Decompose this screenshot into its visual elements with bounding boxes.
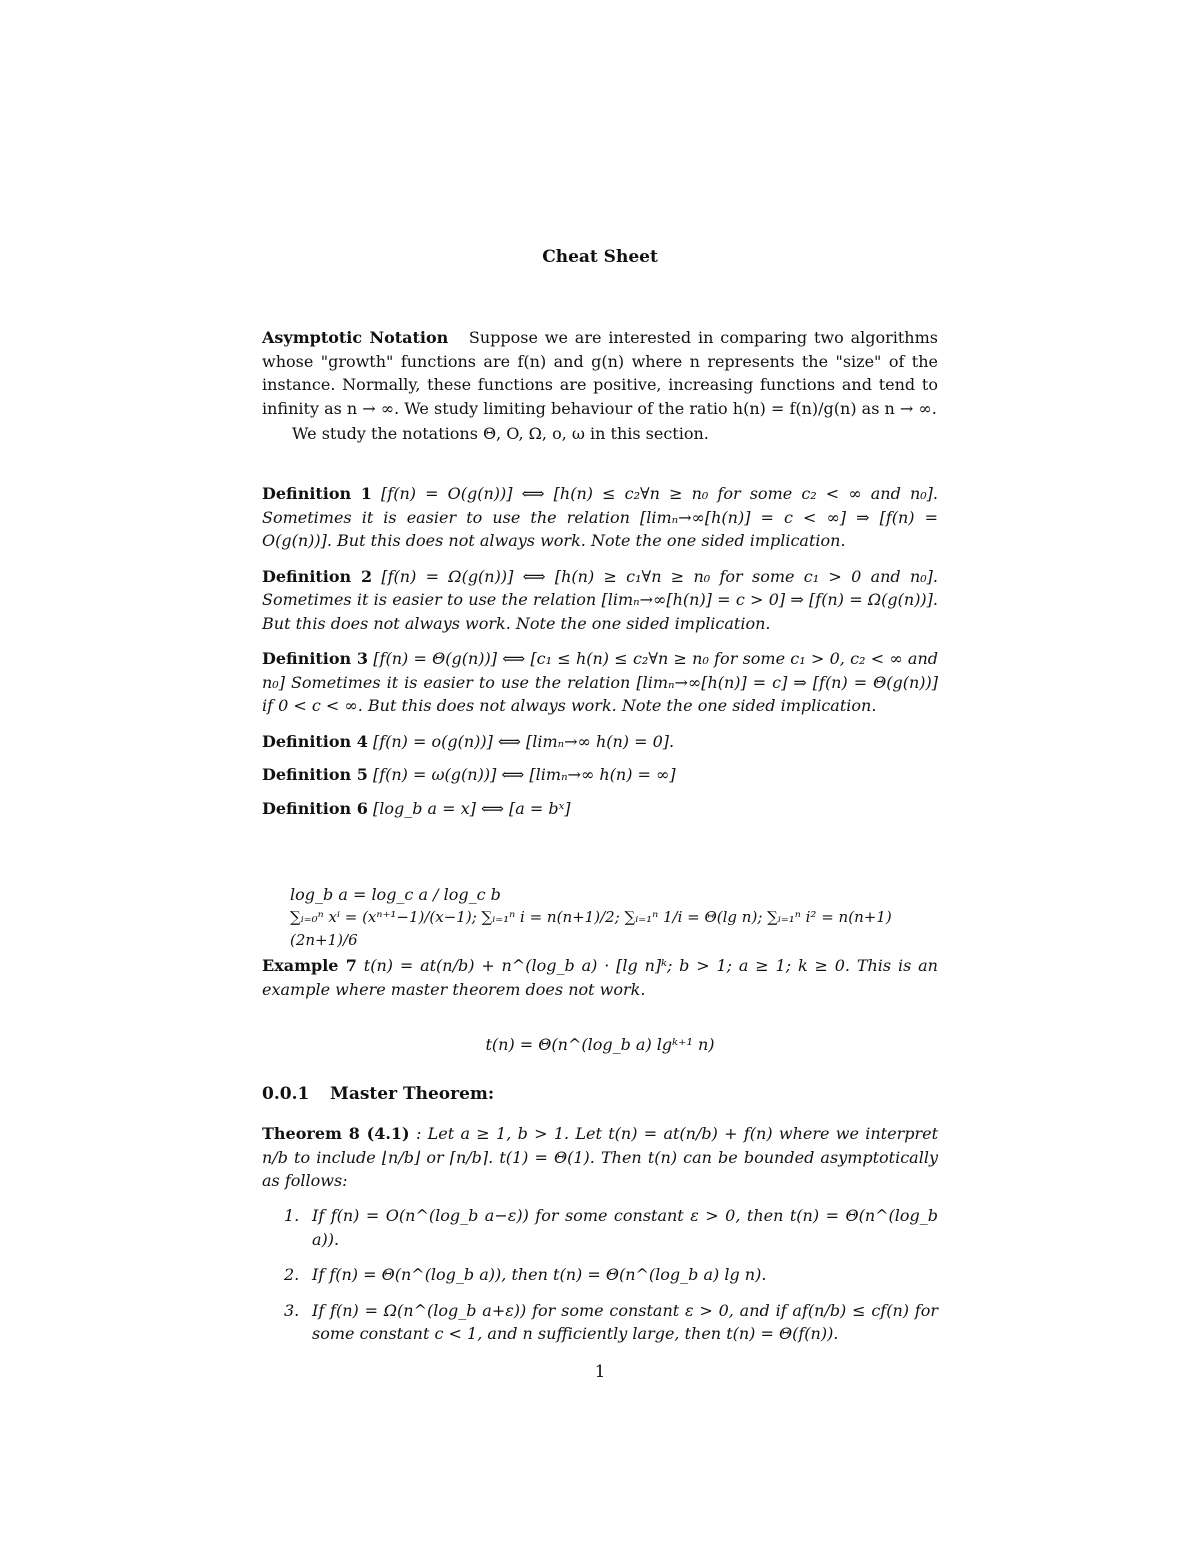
asymptotic-paragraph [262,326,938,420]
case-3-number: 3. [284,1300,300,1320]
example-paragraph [262,954,938,1001]
definition-1-label: Definition 1 [262,484,372,503]
definition-3 [262,647,938,718]
definition-5-text: [f(n) = ω(g(n))] ⟺ [limₙ→∞ h(n) = ∞] [372,765,676,784]
definition-3-label: Definition 3 [262,649,369,668]
section-title: Master Theorem: [330,1084,495,1104]
definition-4 [262,730,938,754]
definition-2-text: [f(n) = Ω(g(n))] ⟺ [h(n) ≥ c₁∀n ≥ n₀ for some c₁ > 0 and n₀]. Sometimes it is easier to use the relation [limₙ→∞[h(n)] = c > 0] ⇒ [f(n) = Ω(g(n))]. But this does not always work. Note the one sided implication. [262,566,939,633]
sum-formulas: ∑ᵢ₌₀ⁿ xⁱ = (xⁿ⁺¹−1)/(x−1); ∑ᵢ₌₁ⁿ i = n(n+1)/2; ∑ᵢ₌₁ⁿ 1/i = Θ(lg n); ∑ᵢ₌₁ⁿ i² = n(n+1)(2n+1)/6 [290,908,892,949]
definition-4-text: [f(n) = o(g(n))] ⟺ [limₙ→∞ h(n) = 0]. [372,731,675,751]
definitions-list [262,482,938,820]
definition-2 [262,565,938,636]
asymptotic-section [262,326,938,446]
theorem-8 [262,1122,938,1193]
asymptotic-heading: Asymptotic Notation [262,328,449,347]
definition-4-label: Definition 4 [262,731,368,751]
theorem-text: : Let a ≥ 1, b > 1. Let t(n) = at(n/b) + f(n) where we interpret n/b to include ⌊n/b⌋ or ⌈n/b⌉. t(1) = Θ(1). Then t(n) can be bounded asymptotically as follows: [262,1124,939,1190]
definition-1 [262,482,938,553]
example-text: t(n) = at(n/b) + n^(log_b a) · [lg n]ᵏ; b > 1; a ≥ 1; k ≥ 0. This is an example where master theorem does not work. [262,956,938,999]
case-3-text: If f(n) = Ω(n^(log_b a+ε)) for some constant ε > 0, and if af(n/b) ≤ cf(n) for some constant c < 1, and n sufficiently large, then t(n) = Θ(f(n)). [312,1300,938,1343]
definition-2-label: Definition 2 [262,566,373,586]
case-2-text: If f(n) = Θ(n^(log_b a)), then t(n) = Θ(n^(log_b a) lg n). [312,1265,767,1284]
definition-6-text: [log_b a = x] ⟺ [a = bˣ] [372,798,571,818]
theorem-paragraph [262,1122,938,1193]
definition-6-label: Definition 6 [262,798,368,818]
master-cases [262,1204,938,1358]
definition-5-label: Definition 5 [262,765,368,784]
definition-1-text: [f(n) = O(g(n))] ⟺ [h(n) ≤ c₂∀n ≥ n₀ for some c₂ < ∞ and n₀]. Sometimes it is easier to use the relation [limₙ→∞[h(n)] = c < ∞] ⇒ [f(n) = O(g(n))]. But this does not always work. Note the one sided implication. [262,484,939,550]
case-1-text: If f(n) = O(n^(log_b a−ε)) for some constant ε > 0, then t(n) = Θ(n^(log_b a)). [312,1206,938,1249]
log-formula: log_b a = log_c a / log_c b [290,885,501,904]
case-1 [262,1204,938,1251]
case-3 [262,1299,938,1346]
asymptotic-study: We study the notations Θ, O, Ω, o, ω in this section. [292,424,709,443]
example-label: Example 7 [262,956,357,975]
formulas [290,883,950,952]
example-result: t(n) = Θ(n^(log_b a) lgᵏ⁺¹ n) [485,1035,715,1054]
case-2 [262,1263,938,1287]
page-number: 1 [594,1362,606,1382]
definition-6 [262,797,938,821]
definition-5 [262,763,938,787]
theorem-label: Theorem 8 (4.1) [262,1124,410,1143]
page-title: Cheat Sheet [542,247,658,267]
case-1-number: 1. [284,1206,300,1225]
case-2-number: 2. [284,1265,300,1284]
definition-3-text: [f(n) = Θ(g(n))] ⟺ [c₁ ≤ h(n) ≤ c₂∀n ≥ n₀ for some c₁ > 0, c₂ < ∞ and n₀] Sometimes it is easier to use the relation [limₙ→∞[h(n)] = c] ⇒ [f(n) = Θ(g(n))] if 0 < c < ∞. But this does not always work. Note the one sided implication. [262,649,939,715]
master-theorem-heading [262,1084,494,1104]
example-7 [262,954,938,1001]
asymptotic-intro: Suppose we are interested in comparing two algorithms whose "growth" functions are f(n) and g(n) where n represents the "size" of the instance. Normally, these functions are positive, increasing functions and tend to infinity as n → ∞. We study limiting behaviour of the ratio h(n) = f(n)/g(n) as n → ∞. [262,328,938,418]
section-number: 0.0.1 [262,1084,310,1104]
